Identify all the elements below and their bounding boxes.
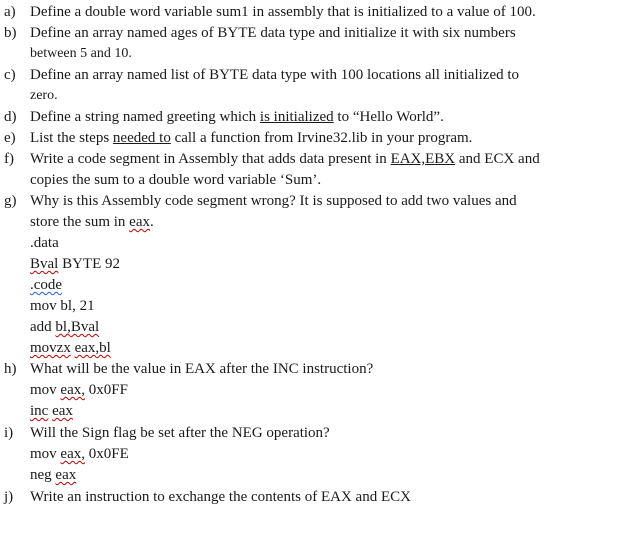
code-i-mov-opcode: mov xyxy=(30,446,61,462)
question-e-text xyxy=(30,128,472,148)
question-g-line2-wavy: eax xyxy=(129,214,150,230)
code-i-neg-register: eax xyxy=(55,467,77,483)
question-h-label: h) xyxy=(4,361,17,377)
question-b-line1: Define an array named ages of BYTE data type and initialize it with six numbers xyxy=(30,25,516,41)
question-c-line1: Define an array named list of BYTE data type with 100 locations all initialized to xyxy=(30,67,520,83)
question-f-underlined: EAX,EBX xyxy=(390,151,456,167)
question-d-text-post: to “Hello World”. xyxy=(333,109,444,125)
question-f-label: f) xyxy=(4,151,14,167)
question-g-line2-post: . xyxy=(149,214,154,230)
code-h-mov-instruction xyxy=(30,380,128,400)
code-g-add-instruction xyxy=(30,317,99,337)
code-g-mov-instruction: mov bl, 21 xyxy=(30,298,95,314)
code-h-inc-opcode: inc xyxy=(30,403,49,419)
question-c-line2: zero. xyxy=(30,88,58,103)
code-i-mov-value: 0x0FE xyxy=(85,446,129,462)
question-h-text: What will be the value in EAX after the INC instruction? xyxy=(30,361,374,377)
code-g-movzx-operands: eax,bl xyxy=(74,340,111,356)
code-g-bval-name: Bval xyxy=(30,256,59,272)
code-g-add-opcode: add xyxy=(30,319,56,335)
code-i-mov-register: eax, xyxy=(60,446,85,462)
question-d-underlined: is initialized xyxy=(259,109,334,125)
question-f-text-pre: Write a code segment in Assembly that adds data present in xyxy=(30,151,391,167)
code-h-mov-register: eax, xyxy=(60,382,85,398)
question-c-label: c) xyxy=(4,67,16,83)
question-e-label: e) xyxy=(4,130,16,146)
code-h-mov-opcode: mov xyxy=(30,382,61,398)
question-g-line2 xyxy=(30,212,154,232)
code-g-add-operands: bl,Bval xyxy=(55,319,100,335)
code-i-neg-opcode: neg xyxy=(30,467,56,483)
code-g-movzx-instruction xyxy=(30,338,111,358)
code-h-inc-instruction xyxy=(30,401,73,421)
code-h-mov-value: 0x0FF xyxy=(85,382,128,398)
question-j-text: Write an instruction to exchange the contents of EAX and ECX xyxy=(30,489,411,505)
question-a-text: Define a double word variable sum1 in assembly that is initialized to a value of 100. xyxy=(30,4,536,20)
code-i-neg-instruction xyxy=(30,465,76,485)
code-i-mov-instruction xyxy=(30,444,129,464)
code-g-movzx-opcode: movzx xyxy=(30,340,71,356)
question-g-label: g) xyxy=(4,193,17,209)
code-g-data-directive: .data xyxy=(30,235,59,251)
question-e-text-post: call a function from Irvine32.lib in your program. xyxy=(170,130,473,146)
question-i-text: Will the Sign flag be set after the NEG operation? xyxy=(30,425,330,441)
code-g-code-directive: .code xyxy=(30,277,63,293)
question-d-text-pre: Define a string named greeting which xyxy=(30,109,260,125)
question-f-text-post: and ECX and xyxy=(455,151,540,167)
code-h-inc-register: eax xyxy=(52,403,73,419)
code-g-bval-type: BYTE 92 xyxy=(58,256,121,272)
question-d-label: d) xyxy=(4,109,17,125)
question-e-text-pre: List the steps xyxy=(30,130,113,146)
question-i-label: i) xyxy=(4,425,14,441)
question-j-label: j) xyxy=(4,489,14,505)
question-f-line2: copies the sum to a double word variable ‘Sum’. xyxy=(30,172,322,188)
question-g-line2-pre: store the sum in xyxy=(30,214,130,230)
question-f-text xyxy=(30,149,540,169)
code-g-bval-declaration xyxy=(30,254,120,274)
question-a-label: a) xyxy=(4,4,16,20)
question-g-line1: Why is this Assembly code segment wrong? It is supposed to add two values and xyxy=(30,193,517,209)
question-b-line2: between 5 and 10. xyxy=(30,46,132,61)
question-b-label: b) xyxy=(4,25,17,41)
question-e-underlined: needed to xyxy=(112,130,171,146)
question-d-text xyxy=(30,107,444,127)
